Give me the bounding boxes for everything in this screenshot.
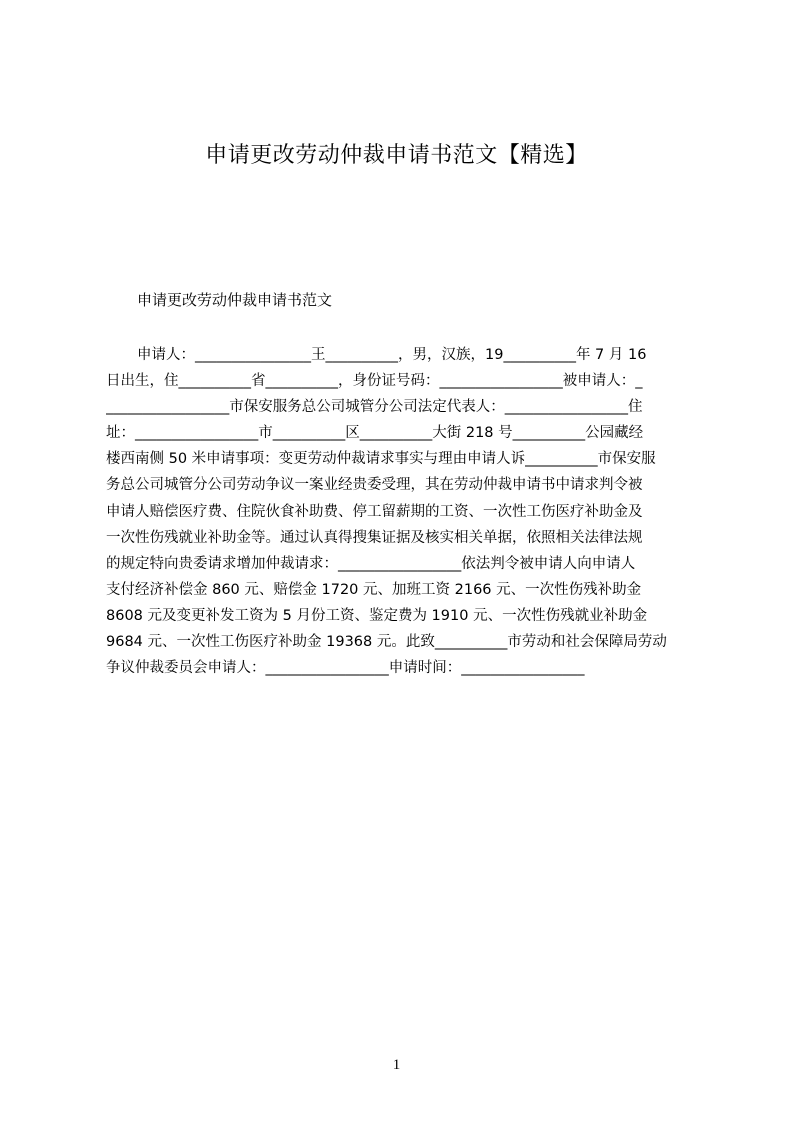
body-line: 址：_________________市__________区__________大街 218 号__________公园藏经	[106, 425, 644, 442]
body-line: 的规定特向贵委请求增加仲裁请求：_________________依法判令被申请人向申请人	[106, 555, 636, 572]
body-line: 争议仲裁委员会申请人：_________________申请时间：_________________	[106, 660, 585, 677]
body-line: 申请人赔偿医疗费、住院伙食补助费、停工留薪期的工资、一次性工伤医疗补助金及	[106, 503, 643, 520]
body-line: 8608 元及变更补发工资为 5 月份工资、鉴定费为 1910 元、一次性伤残就业补助金	[106, 607, 648, 624]
body-line: 楼西南侧 50 米申请事项：变更劳动仲裁请求事实与理由申请人诉__________市保安服	[106, 451, 656, 468]
body-line: 9684 元、一次性工伤医疗补助金 19368 元。此致__________市劳动和社会保障局劳动	[106, 634, 667, 651]
body-line: 申请人：________________王__________，男，汉族，19__________年 7 月 16	[137, 347, 647, 363]
page-number: 1	[392, 1057, 401, 1073]
body-line: 务总公司城管分公司劳动争议一案业经贵委受理，其在劳动仲裁申请书中请求判令被	[106, 477, 643, 494]
document-title: 申请更改劳动仲裁申请书范文【精选】	[205, 143, 588, 168]
body-line: 一次性伤残就业补助金等。通过认真得搜集证据及核实相关单据，依照相关法律法规	[106, 529, 643, 546]
document-body	[106, 342, 696, 681]
document-subtitle: 申请更改劳动仲裁申请书范文	[137, 291, 333, 309]
body-line: 支付经济补偿金 860 元、赔偿金 1720 元、加班工资 2166 元、一次性伤残补助金	[106, 581, 642, 598]
body-line: 日出生，住__________省__________，身份证号码：_________________被申请人：_	[106, 373, 643, 390]
body-line: _________________市保安服务总公司城管分公司法定代表人：_________________住	[106, 399, 643, 416]
